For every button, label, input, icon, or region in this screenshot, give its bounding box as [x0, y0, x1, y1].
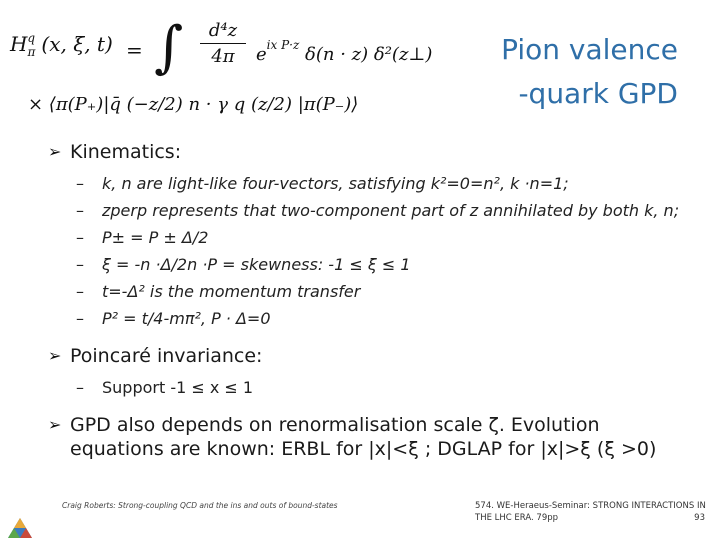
dash-icon: –: [76, 378, 84, 397]
dash-icon: –: [76, 228, 84, 247]
gpd-formula: [8, 14, 478, 124]
dash-icon: –: [76, 309, 84, 328]
bullet-poincare: [48, 344, 698, 368]
bullet-label: Kinematics:: [70, 141, 182, 163]
integral-sign: ∫: [154, 15, 184, 80]
formula-integrand: [256, 38, 433, 65]
list-item-text: P± = P ± Δ/2: [102, 228, 209, 247]
page-number: 93: [694, 513, 705, 523]
footer-conference: [475, 500, 713, 524]
list-item: [76, 374, 698, 401]
formula-equals: =: [126, 38, 143, 62]
bullet-label: Poincaré invariance:: [70, 345, 263, 367]
list-item: [76, 170, 698, 197]
list-item-text: t=-Δ² is the momentum transfer: [102, 282, 361, 301]
slide-content: [48, 140, 698, 461]
list-item: [76, 305, 698, 332]
title-line-1: Pion valence: [501, 33, 678, 66]
list-item-text: P² = t/4-mπ², P · Δ=0: [102, 309, 271, 328]
list-item-text: k, n are light-like four-vectors, satisfying k²=0=n², k ·n=1;: [102, 174, 569, 193]
dash-icon: –: [76, 174, 84, 193]
fraction-denominator: 4π: [211, 46, 235, 67]
formula-lhs: [10, 31, 113, 59]
title-line-2: -quark GPD: [518, 77, 678, 110]
bullet-label: GPD also depends on renormalisation scale ζ. Evolution equations are known: ERBL for |x|<ξ ; DGLAP for |x|>ξ (ξ >0): [70, 414, 657, 460]
list-item-text: ξ = -n ·Δ/2n ·P = skewness: -1 ≤ ξ ≤ 1: [102, 255, 411, 274]
formula-lhs-args: (x, ξ, t): [41, 32, 113, 56]
footer-conference-text: 574. WE-Heraeus-Seminar: STRONG INTERACTIONS IN THE LHC ERA. 79pp: [475, 501, 706, 523]
list-item-text: zperp represents that two-component part of z annihilated by both k, n;: [102, 201, 680, 220]
integrand-base: e: [256, 44, 267, 65]
integrand-deltas: δ(n · z) δ²(z⊥): [305, 44, 433, 65]
list-item: [76, 251, 698, 278]
footer-author: Craig Roberts: Strong-coupling QCD and the ins and outs of bound-states: [62, 501, 338, 510]
integrand-exponent: ix P·z: [266, 38, 300, 52]
bullet-kinematics: [48, 140, 698, 164]
dash-icon: –: [76, 255, 84, 274]
formula-lhs-symbol: H: [10, 32, 28, 56]
arrow-bullet-icon: ➢: [48, 415, 62, 434]
list-item: [76, 278, 698, 305]
list-item: [76, 197, 698, 224]
list-item-text: Support -1 ≤ x ≤ 1: [102, 378, 254, 397]
logo-icon: [6, 516, 34, 540]
formula-lhs-superscript: q: [27, 31, 36, 45]
arrow-bullet-icon: ➢: [48, 142, 62, 161]
list-item: [76, 224, 698, 251]
fraction-numerator: d⁴z: [200, 20, 246, 44]
slide-title: [418, 28, 678, 116]
dash-icon: –: [76, 201, 84, 220]
arrow-bullet-icon: ➢: [48, 346, 62, 365]
kinematics-list: [48, 170, 698, 332]
formula-fraction: [200, 20, 246, 67]
formula-matrix-element: × ⟨π(P₊)|q̄ (−z/2) n · γ q (z/2) |π(P₋)⟩: [28, 94, 359, 115]
formula-lhs-subscript: π: [27, 45, 36, 59]
dash-icon: –: [76, 282, 84, 301]
bullet-evolution: [48, 413, 698, 461]
poincare-list: [48, 374, 698, 401]
